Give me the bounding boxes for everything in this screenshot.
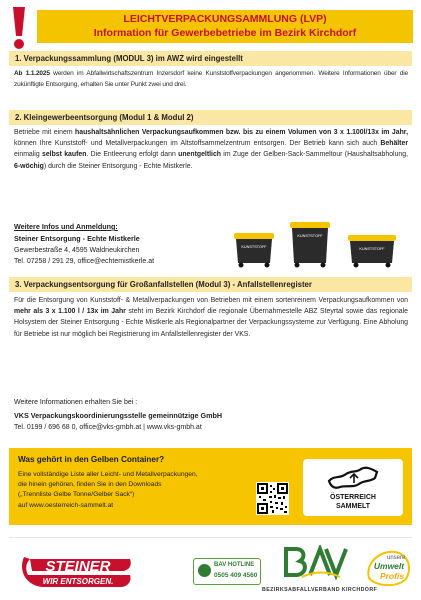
section3-info-line: Weitere Informationen erhalten Sie bei : (14, 399, 138, 406)
yellowbox-heading: Was gehört in den Gelben Container? (18, 455, 165, 464)
section2-heading: 2. Kleingewerbeentsorgung (Modul 1 & Modul 2) (9, 110, 412, 125)
svg-text:unsere: unsere (387, 555, 406, 561)
section1-lead: Ab 1.1.2025 (14, 70, 50, 77)
header-banner (37, 10, 413, 43)
bin-icon-right (348, 235, 396, 268)
yellow-container-box (9, 448, 412, 525)
section1-heading: 1. Verpackungssammlung (MODUL 3) im AWZ wird eingestellt (9, 51, 412, 66)
svg-text:KUNSTSTOFF: KUNSTSTOFF (359, 247, 385, 251)
section1-body: werden im Abfallwirtschaftszentrum Inzersdorf keine Kunststoffverpackungen angenommen. Weitere Informationen über die zukünftigte Entsorgung, erhalten Sie unter Punkt zwei und drei. (14, 70, 409, 88)
yellowbox-text: Eine vollständige Liste aller Leicht- und Metallverpackungen, die hinein gehören, finden Sie in den Downloads („Trennliste Gelbe Tonne/Gelber Sack“) auf www.oesterreich-sammelt.at (18, 470, 243, 511)
svg-text:KUNSTSTOFF: KUNSTSTOFF (297, 234, 323, 238)
svg-text:WIR ENTSORGEN.: WIR ENTSORGEN. (42, 577, 114, 586)
bin-icon-left (234, 233, 274, 268)
svg-text:Profis: Profis (379, 571, 405, 581)
section3-contact: Tel. 0199 / 696 68 0, office@vks-gmbh.at | www.vks-gmbh.at (14, 424, 202, 431)
phone-icon (198, 564, 211, 577)
waste-bins-image (226, 219, 406, 269)
footer-divider (9, 537, 412, 538)
exclamation-icon (9, 5, 29, 51)
oesterreich-sammelt-link[interactable]: auf www.oesterreich-sammelt.at (18, 501, 114, 509)
page-title: LEICHTVERPACKUNGSAMMLUNG (LVP) (123, 13, 327, 25)
svg-text:Umwelt: Umwelt (373, 561, 405, 571)
section3-org: VKS Verpackungskoordinierungsstelle gemeinnützige GmbH (14, 411, 223, 420)
bav-hotline-badge[interactable]: BAV HOTLINE 0505 409 4560 (193, 558, 261, 585)
section2-info-heading: Weitere Infos und Anmeldung: (14, 222, 118, 231)
section3-heading: 3. Verpackungsentsorgung für Großanfallstellen (Modul 3) - Anfallstellenregister (9, 277, 412, 292)
bav-name: BEZIRKSABFALLVERBAND KIRCHDORF (262, 587, 378, 593)
section1-text (14, 69, 408, 91)
section2-company: Steiner Entsorgung - Echte Mistkerle (14, 234, 140, 243)
section2-contact: Tel. 07258 / 291 29, office@echtemistkerle.at (14, 258, 155, 265)
oesterreich-sammelt-logo: ÖSTERREICH SAMMELT (303, 459, 403, 516)
section2-address: Gewerbestraße 4, 4595 Waldneukirchen (14, 247, 140, 254)
page-subtitle: Information für Gewerbebetriebe im Bezirk Kirchdorf (93, 27, 357, 39)
umwelt-profis-logo (365, 548, 413, 586)
bin-icon-middle (290, 222, 330, 268)
section2-text: Betriebe mit einem haushaltsähnlichen Verpackungsaufkommen bzw. bis zu einem Volumen von 3 x 1.100l/13x im Jahr, können Ihre Kunststoff- und Metallverpackungen im Altstoffsammelzentrum entsorgen. Der Betrieb kann sich auch Behälter einmalig selbst kaufen. Die Entleerung erfolgt dann unentgeltlich im Zuge der Gelben-Sack-Sammeltour (Haushaltsabholung, 6-wöchig) durch die Steiner Entsorgung - Echte Mistkerle. (14, 129, 408, 170)
section3-text: Für die Entsorgung von Kunststoff- & Metallverpackungen von Betrieben mit einem sortenreinem Verpackungsaufkommen von mehr als 3 x 1.100 l / 13x im Jahr steht im Bezirk Kirchdorf die regionale Übernahmestelle ABZ Steyrtal sowie das regionale Holsystem der Steiner Entsorgung - Echte Mistkerle als Regionalpartner der Verpackungssysteme zur Verfügung. Eine Abholung für Betriebe ist nur möglich bei Registrierung im Anfallstellenregister der VKS. (14, 297, 408, 338)
steiner-logo (20, 551, 135, 591)
svg-text:KUNSTSTOFF: KUNSTSTOFF (241, 245, 267, 249)
bav-logo (282, 545, 348, 585)
austria-map-icon (326, 463, 380, 493)
svg-text:STEINER: STEINER (45, 558, 111, 575)
qr-code[interactable] (256, 482, 289, 515)
